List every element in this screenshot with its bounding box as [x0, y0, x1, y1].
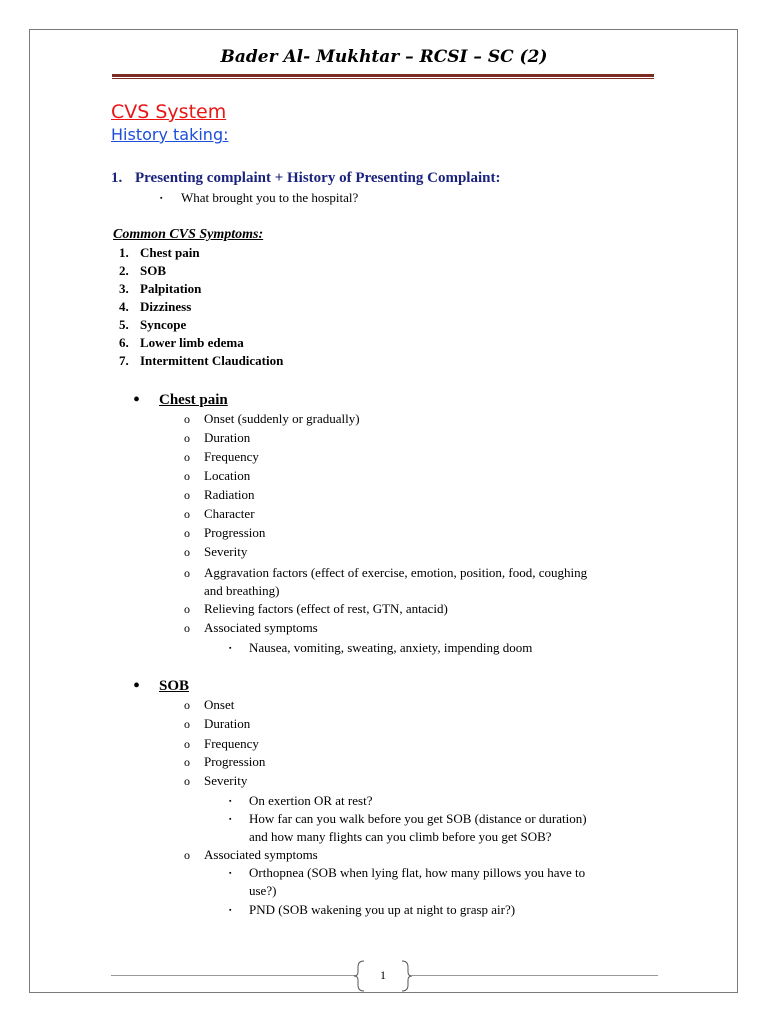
list-item: Intermittent Claudication — [140, 353, 284, 368]
list-item: PND (SOB wakening you up at night to grasp air?) — [249, 902, 516, 917]
circle-bullet-icon: o — [184, 545, 190, 559]
list-item: Location — [204, 468, 251, 483]
list-number: 5. — [119, 317, 129, 332]
list-item: Associated symptoms — [204, 847, 318, 862]
list-number: 4. — [119, 299, 129, 314]
list-item: Character — [204, 506, 255, 521]
circle-bullet-icon: o — [184, 602, 190, 616]
header-title: Bader Al- Mukhtar – RCSI – SC (2) — [220, 47, 548, 67]
list-item: Orthopnea (SOB when lying flat, how many pillows you have to — [249, 865, 586, 880]
square-bullet-icon: ▪ — [229, 797, 232, 805]
circle-bullet-icon: o — [184, 412, 190, 426]
circle-bullet-icon: o — [184, 737, 190, 751]
list-item: What brought you to the hospital? — [181, 190, 359, 205]
list-item-continuation: and breathing) — [204, 583, 280, 598]
circle-bullet-icon: o — [184, 450, 190, 464]
footer-rule-right — [412, 975, 658, 976]
section-heading-text: Presenting complaint + History of Presenting Complaint: — [135, 170, 501, 186]
header-rule — [112, 74, 654, 77]
circle-bullet-icon: o — [184, 698, 190, 712]
list-item: How far can you walk before you get SOB (distance or duration) — [249, 811, 587, 826]
list-item: Chest pain — [140, 245, 200, 260]
circle-bullet-icon: o — [184, 621, 190, 635]
circle-bullet-icon: o — [184, 566, 190, 580]
list-number: 2. — [119, 263, 129, 278]
list-number: 3. — [119, 281, 129, 296]
list-item: Syncope — [140, 317, 187, 332]
list-item: Duration — [204, 716, 251, 731]
circle-bullet-icon: o — [184, 755, 190, 769]
list-item: Nausea, vomiting, sweating, anxiety, impending doom — [249, 640, 533, 655]
list-item: Radiation — [204, 487, 255, 502]
list-item: Progression — [204, 525, 266, 540]
section-number: 1. — [111, 170, 123, 186]
list-number: 6. — [119, 335, 129, 350]
list-item: Relieving factors (effect of rest, GTN, antacid) — [204, 601, 448, 616]
list-number: 7. — [119, 353, 129, 368]
list-item: Frequency — [204, 736, 259, 751]
list-item: Progression — [204, 754, 266, 769]
list-item: Onset (suddenly or gradually) — [204, 411, 360, 426]
round-bullet-icon: • — [133, 675, 141, 697]
chest-pain-heading: Chest pain — [159, 392, 228, 408]
list-item: Dizziness — [140, 299, 192, 314]
circle-bullet-icon: o — [184, 717, 190, 731]
list-item: Frequency — [204, 449, 259, 464]
square-bullet-icon: ▪ — [160, 194, 163, 202]
list-item: Associated symptoms — [204, 620, 318, 635]
circle-bullet-icon: o — [184, 526, 190, 540]
header-rule-thin — [112, 78, 654, 79]
list-item-continuation: use?) — [249, 883, 277, 898]
list-item-continuation: and how many flights can you climb before you get SOB? — [249, 829, 552, 844]
circle-bullet-icon: o — [184, 774, 190, 788]
list-number: 1. — [119, 245, 129, 260]
circle-bullet-icon: o — [184, 507, 190, 521]
list-item: On exertion OR at rest? — [249, 793, 373, 808]
list-item: Palpitation — [140, 281, 202, 296]
circle-bullet-icon: o — [184, 431, 190, 445]
list-item: Duration — [204, 430, 251, 445]
square-bullet-icon: ▪ — [229, 906, 232, 914]
list-item: Onset — [204, 697, 235, 712]
common-symptoms-heading: Common CVS Symptoms: — [113, 227, 264, 242]
list-item: Severity — [204, 773, 248, 788]
square-bullet-icon: ▪ — [229, 644, 232, 652]
circle-bullet-icon: o — [184, 488, 190, 502]
section-heading-presenting-complaint — [111, 170, 500, 187]
circle-bullet-icon: o — [184, 848, 190, 862]
footer-rule-left — [111, 975, 355, 976]
list-item: Lower limb edema — [140, 335, 244, 350]
document-title: CVS System — [111, 101, 227, 123]
page-number: 1 — [380, 968, 386, 982]
list-item: SOB — [140, 263, 167, 278]
list-item: Aggravation factors (effect of exercise, emotion, position, food, coughing — [204, 565, 588, 580]
list-item: Severity — [204, 544, 248, 559]
square-bullet-icon: ▪ — [229, 815, 232, 823]
document-subtitle: History taking: — [111, 125, 229, 144]
square-bullet-icon: ▪ — [229, 869, 232, 877]
circle-bullet-icon: o — [184, 469, 190, 483]
round-bullet-icon: • — [133, 389, 141, 411]
sob-heading: SOB — [159, 678, 190, 694]
